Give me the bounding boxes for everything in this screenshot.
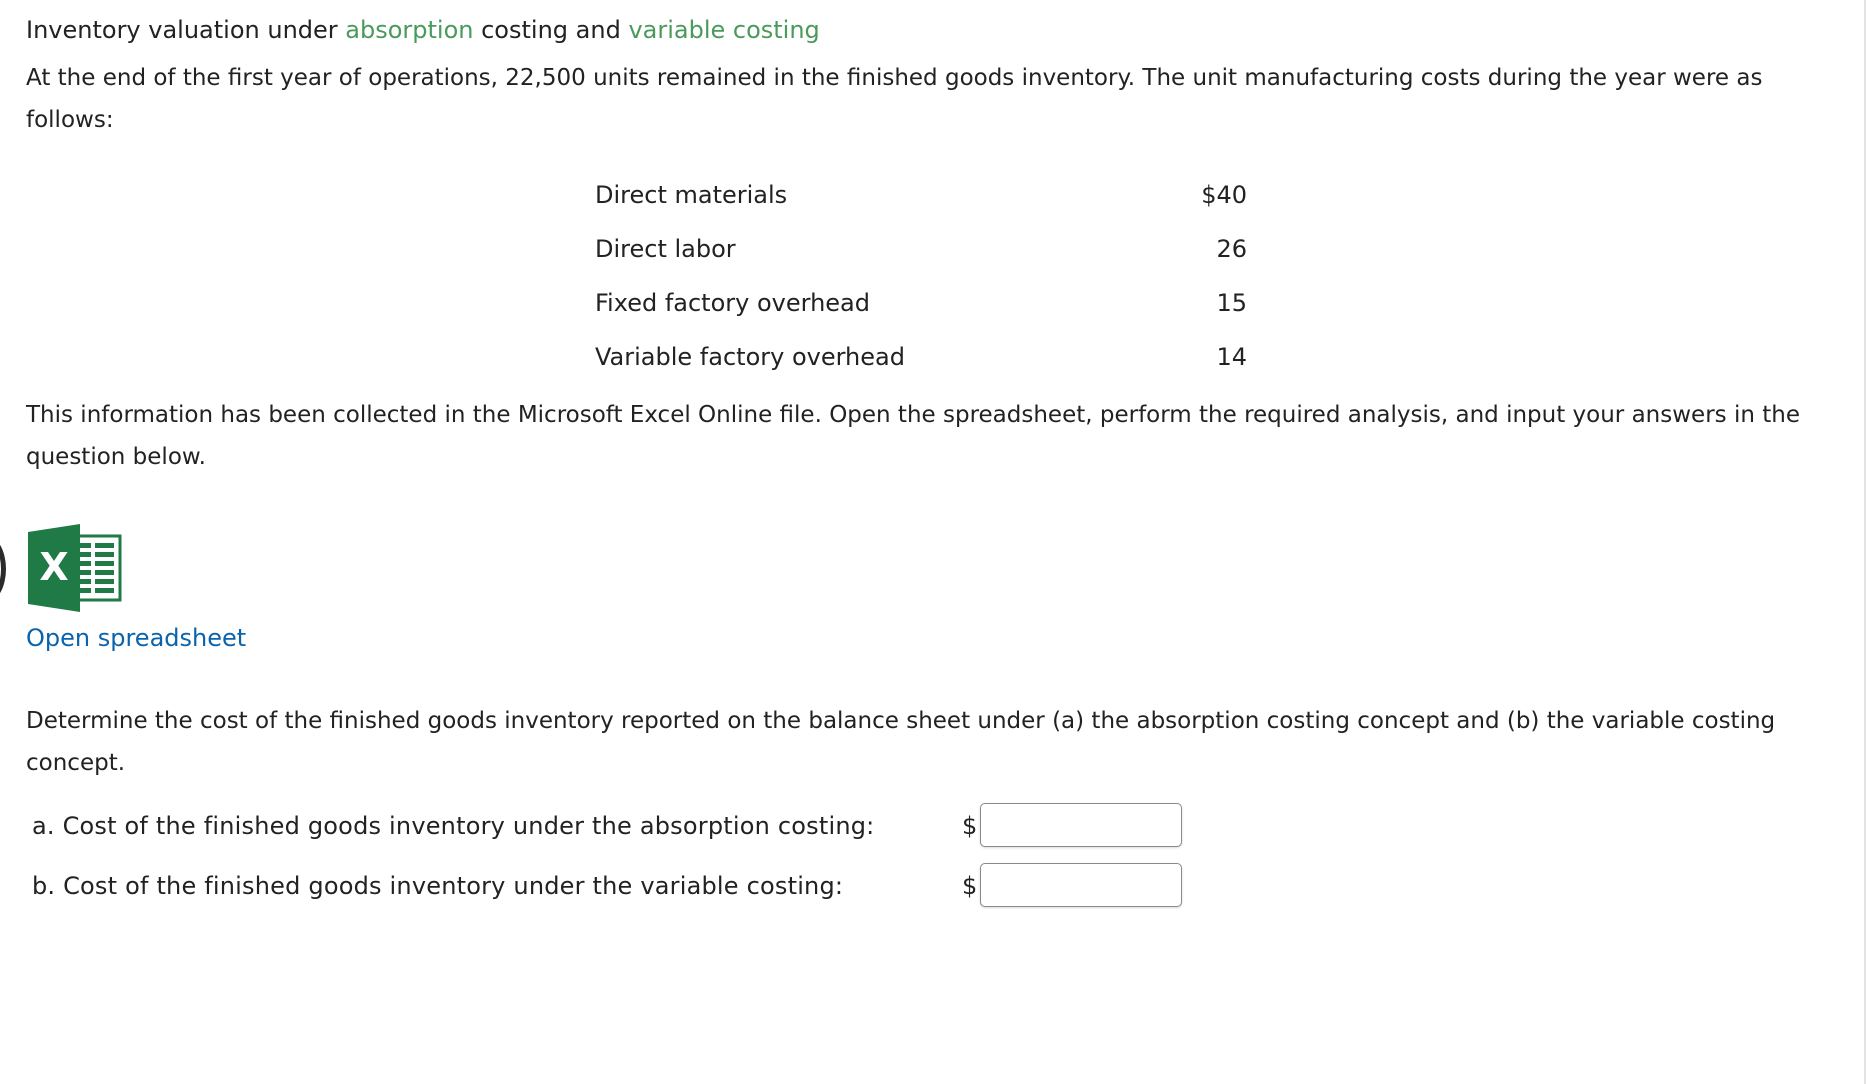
- info-paragraph: This information has been collected in the Microsoft Excel Online file. Open the spreadsheet, perform the required analysis, and input your answers in the question below.: [26, 402, 1800, 470]
- excel-icon[interactable]: [28, 524, 122, 612]
- absorption-cost-input[interactable]: [980, 803, 1182, 847]
- title-middle: costing and: [473, 16, 629, 44]
- term-link-absorption[interactable]: absorption: [345, 16, 474, 44]
- cost-label: Direct materials: [595, 181, 788, 209]
- title-prefix: Inventory valuation under: [26, 16, 346, 44]
- question-label: b. Cost of the finished goods inventory under the variable costing:: [32, 872, 844, 900]
- cost-value: $40: [1201, 181, 1247, 209]
- partial-circle-icon: [0, 535, 6, 603]
- cost-label: Fixed factory overhead: [595, 289, 870, 317]
- intro-paragraph: At the end of the first year of operations, 22,500 units remained in the finished goods inventory. The unit manufacturing costs during the year were as follows:: [26, 65, 1763, 133]
- cost-label: Direct labor: [595, 235, 736, 263]
- currency-symbol: $: [962, 872, 978, 900]
- cost-row: [595, 228, 1247, 282]
- problem-title: [26, 14, 820, 46]
- term-link-variable-costing[interactable]: variable costing: [628, 16, 820, 44]
- cost-value: 15: [1216, 289, 1247, 317]
- open-spreadsheet-link[interactable]: Open spreadsheet: [26, 624, 247, 652]
- question-row-variable: [32, 863, 1192, 909]
- currency-symbol: $: [962, 812, 978, 840]
- cost-label: Variable factory overhead: [595, 343, 905, 371]
- variable-cost-input[interactable]: [980, 863, 1182, 907]
- instruction-paragraph: Determine the cost of the finished goods inventory reported on the balance sheet under (a) the absorption costing concept and (b) the variable costing concept.: [26, 708, 1776, 776]
- cost-value: 14: [1216, 343, 1247, 371]
- question-row-absorption: [32, 803, 1192, 849]
- cost-value: 26: [1216, 235, 1247, 263]
- cost-row: [595, 174, 1247, 228]
- cost-row: [595, 282, 1247, 336]
- unit-cost-table: [595, 174, 1247, 390]
- question-label: a. Cost of the finished goods inventory under the absorption costing:: [32, 812, 875, 840]
- excel-icon-letter: X: [39, 545, 69, 589]
- cost-row: [595, 336, 1247, 390]
